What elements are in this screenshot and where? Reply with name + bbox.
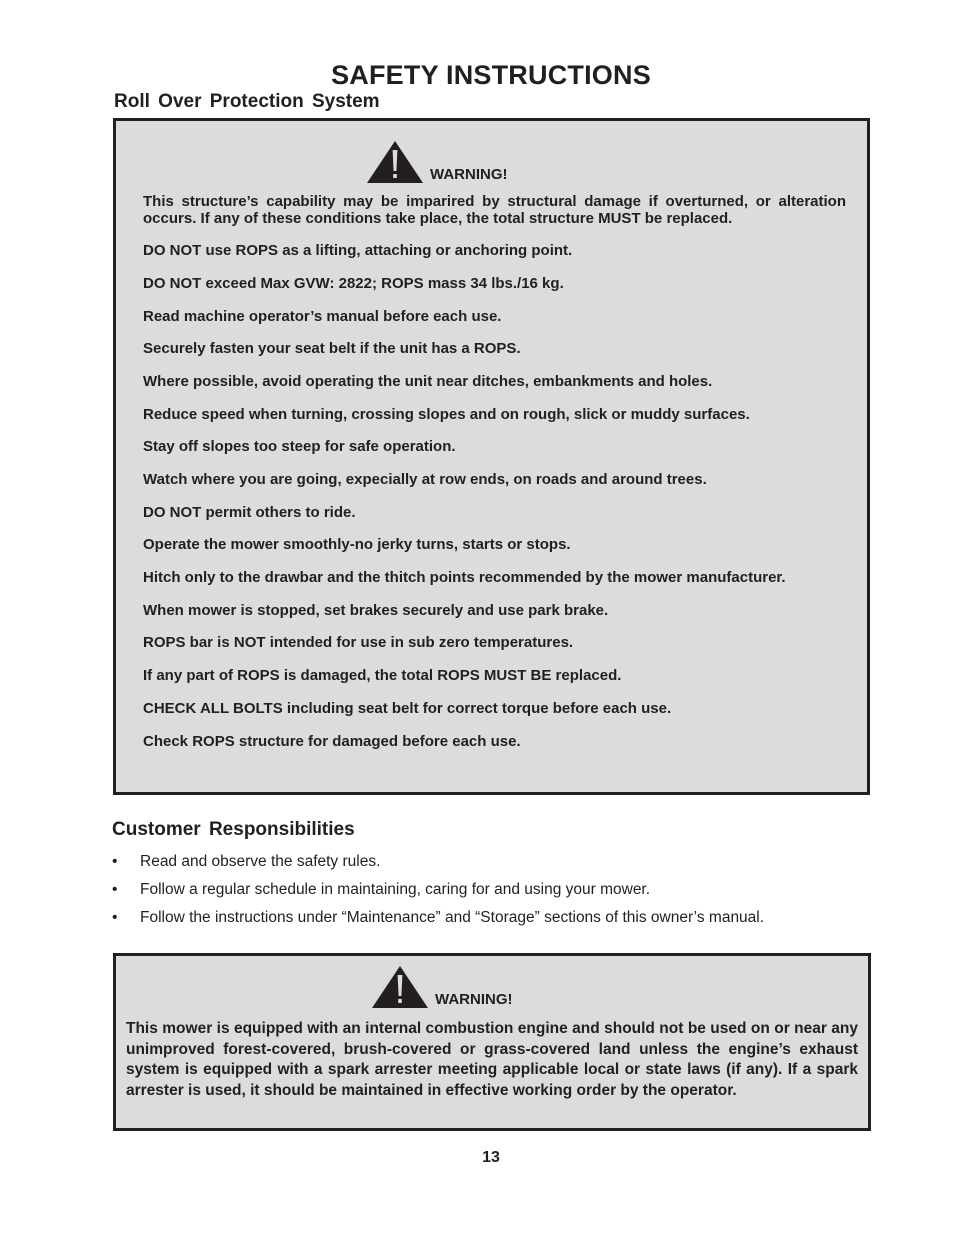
rops-item: Securely fasten your seat belt if the unit has a ROPS.	[143, 340, 521, 358]
bullet-icon: •	[112, 909, 118, 926]
customer-section-heading: Customer Responsibilities	[112, 819, 355, 840]
list-item-text: Follow a regular schedule in maintaining, caring for and using your mower.	[140, 881, 651, 898]
bullet-icon: •	[112, 853, 118, 870]
list-item	[112, 852, 852, 880]
list-item	[112, 880, 852, 908]
list-item	[112, 908, 852, 936]
rops-section-heading: Roll Over Protection System	[114, 91, 380, 112]
rops-item: If any part of ROPS is damaged, the total ROPS MUST BE replaced.	[143, 667, 622, 685]
rops-safety-list	[143, 194, 846, 766]
rops-item: CHECK ALL BOLTS including seat belt for correct torque before each use.	[143, 699, 672, 717]
rops-warning-header	[366, 140, 508, 184]
rops-item: Stay off slopes too steep for safe operation.	[143, 438, 456, 456]
engine-warning-header	[371, 965, 513, 1009]
rops-item: Watch where you are going, expecially at row ends, on roads and around trees.	[143, 471, 707, 488]
rops-item: Where possible, avoid operating the unit near ditches, embankments and holes.	[143, 372, 713, 390]
engine-warning-label: WARNING!	[435, 991, 513, 1008]
engine-warning-text: This mower is equipped with an internal combustion engine and should not be used on or near any unimproved forest-covered, brush-covered or grass-covered land unless the engine’s exhaust system is equipped with a spark arrester meeting applicable local or state laws (if any). If a spark arrester is used, it should be maintained in effective working order by the operator.	[126, 1020, 858, 1099]
rops-warning-box	[113, 118, 870, 795]
rops-item: DO NOT permit others to ride.	[143, 503, 356, 521]
warning-triangle-icon	[371, 965, 429, 1009]
rops-item: ROPS bar is NOT intended for use in sub zero temperatures.	[143, 634, 574, 652]
rops-item: Check ROPS structure for damaged before each use.	[143, 732, 521, 750]
page-title: SAFETY INSTRUCTIONS	[331, 60, 651, 90]
page-number: 13	[482, 1149, 500, 1166]
rops-item: DO NOT exceed Max GVW: 2822; ROPS mass 34 lbs./16 kg.	[143, 274, 564, 292]
rops-item: When mower is stopped, set brakes securely and use park brake.	[143, 601, 609, 619]
warning-triangle-icon	[366, 140, 424, 184]
engine-warning-box	[113, 953, 871, 1131]
bullet-icon: •	[112, 881, 118, 898]
rops-item: Hitch only to the drawbar and the thitch points recommended by the mower manufacturer.	[143, 569, 786, 587]
rops-warning-label: WARNING!	[430, 166, 508, 183]
customer-responsibilities-list	[112, 852, 852, 936]
rops-item: Read machine operator’s manual before each use.	[143, 307, 502, 325]
list-item-text: Follow the instructions under “Maintenance” and “Storage” sections of this owner’s manual.	[140, 909, 765, 926]
rops-item: Operate the mower smoothly-no jerky turns, starts or stops.	[143, 536, 571, 554]
list-item-text: Read and observe the safety rules.	[140, 853, 381, 870]
rops-item: Reduce speed when turning, crossing slopes and on rough, slick or muddy surfaces.	[143, 405, 750, 423]
rops-item: This structure’s capability may be imparired by structural damage if overturned, or alteration occurs. If any of these conditions take place, the total structure MUST be replaced.	[143, 193, 846, 227]
rops-item: DO NOT use ROPS as a lifting, attaching or anchoring point.	[143, 242, 573, 260]
